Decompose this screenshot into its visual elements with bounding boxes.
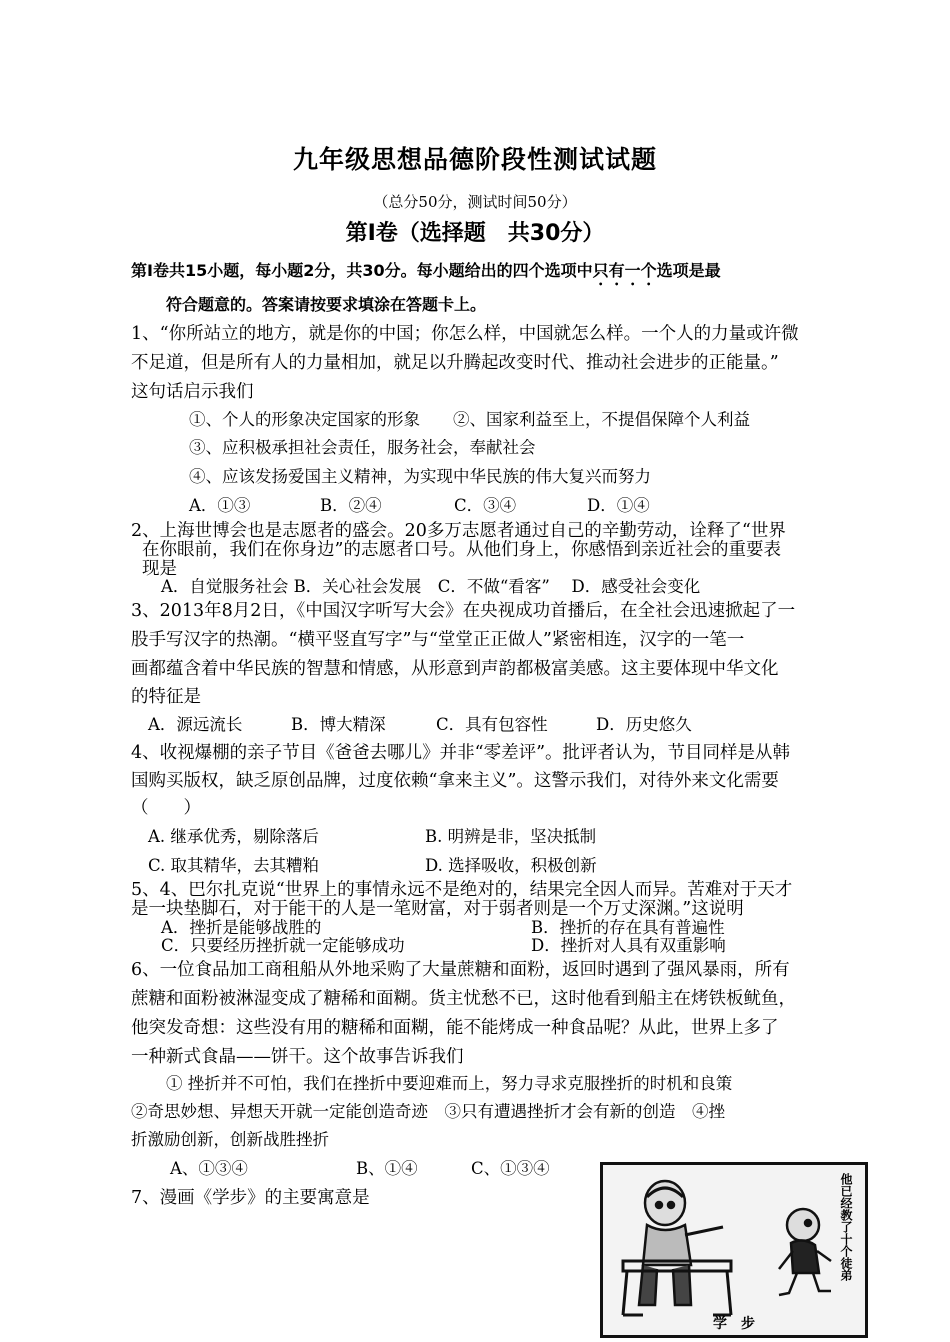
q6-statement-3: 折激励创新，创新战胜挫折 <box>131 1130 329 1149</box>
q3-line-3: 画都蕴含着中华民族的智慧和情感，从形意到声韵都极富美感。这主要体现中华文化 <box>131 659 779 679</box>
q6-options <box>170 1155 600 1177</box>
q7-line: 7、漫画《学步》的主要寓意是 <box>131 1188 370 1208</box>
q6-line-2: 蔗糖和面粉被淋湿变成了糖稀和面糊。货主忧愁不已，这时他看到船主在烤铁板鱿鱼， <box>131 989 796 1009</box>
q6-line-4: 一种新式食晶——饼干。这个故事告诉我们 <box>131 1047 464 1067</box>
q1-line-1: 1、“你所站立的地方，就是你的中国；你怎么样，中国就怎么样。一个人的力量或许微 <box>131 324 799 344</box>
q3-line-4: 的特征是 <box>131 687 201 707</box>
q1-statement-3: ③、应积极承担社会责任，服务社会，奉献社会 <box>189 438 536 457</box>
q3-options <box>148 711 748 733</box>
q3-option-b[interactable]: B．博大精深 <box>291 715 386 734</box>
q1-options <box>189 492 689 514</box>
q3-option-d[interactable]: D．历史悠久 <box>596 715 692 734</box>
q5-option-c[interactable]: C．只要经历挫折就一定能够成功 <box>161 936 405 955</box>
q5-line-2: 是一块垫脚石，对于能干的人是一笔财富，对于弱者则是一个万丈深渊。”这说明 <box>131 899 744 919</box>
q6-line-1: 6、一位食品加工商租船从外地采购了大量蔗糖和面粉，返回时遇到了强风暴雨，所有 <box>131 960 790 980</box>
q4-line-3: （ ） <box>131 798 201 818</box>
comic-drawing <box>603 1165 865 1335</box>
teacher-figure <box>639 1181 723 1305</box>
exam-info: （总分50分，测试时间50分） <box>373 193 577 211</box>
q1-option-a[interactable]: A．①③ <box>189 496 251 515</box>
instruction-emphasis: 只有一个 <box>592 261 657 280</box>
comic-xuebu <box>600 1162 868 1338</box>
q6-option-a[interactable]: A、①③④ <box>170 1159 248 1178</box>
q5-option-b[interactable]: B．挫折的存在具有普遍性 <box>531 918 725 937</box>
q1-option-d[interactable]: D．①④ <box>587 496 650 515</box>
page-title: 九年级思想品德阶段性测试试题 <box>292 145 657 174</box>
q6-line-3: 他突发奇想：这些没有用的糖稀和面糊，能不能烤成一种食品呢？从此，世界上多了 <box>131 1018 779 1038</box>
child-figure <box>779 1209 831 1295</box>
q2-line-2: 在你眼前，我们在你身边”的志愿者口号。从他们身上，你感悟到亲近社会的重要表 <box>142 540 781 560</box>
q1-option-b[interactable]: B．②④ <box>320 496 382 515</box>
q3-option-c[interactable]: C．具有包容性 <box>436 715 548 734</box>
q4-option-d[interactable]: D. 选择吸收，积极创新 <box>425 856 597 875</box>
q3-option-a[interactable]: A．源远流长 <box>148 715 243 734</box>
q5-line-1: 5、4、巴尔扎克说“世界上的事情永远不是绝对的，结果完全因人而异。苦难对于天才 <box>131 880 793 900</box>
q6-option-b[interactable]: B、①④ <box>356 1159 418 1178</box>
instruction-line-1 <box>131 258 721 289</box>
q4-option-c[interactable]: C. 取其精华，去其糟粕 <box>148 856 320 875</box>
q4-option-b[interactable]: B. 明辨是非，坚决抵制 <box>425 827 597 846</box>
comic-caption-vertical: 他已经教了十个徒弟 <box>839 1173 853 1281</box>
q4-option-a[interactable]: A. 继承优秀，剔除落后 <box>148 827 319 846</box>
q6-statement-1: ① 挫折并不可怕，我们在挫折中要迎难而上，努力寻求克服挫折的时机和良策 <box>166 1074 733 1093</box>
q5-option-d[interactable]: D．挫折对人具有双重影响 <box>531 936 726 955</box>
q1-line-2: 不足道，但是所有人的力量相加，就足以升腾起改变时代、推动社会进步的正能量。” <box>131 353 779 373</box>
q3-line-2: 股手写汉字的热潮。“横平竖直写字”与“堂堂正正做人”紧密相连，汉字的一笔一 <box>131 630 745 650</box>
q5-option-a[interactable]: A．挫折是能够战胜的 <box>161 918 322 937</box>
q4-line-2: 国购买版权，缺乏原创品牌，过度依赖“拿来主义”。这警示我们，对待外来文化需要 <box>131 771 779 791</box>
q2-line-3: 现是 <box>142 559 177 579</box>
q2-line-1: 2、上海世博会也是志愿者的盛会。20多万志愿者通过自己的辛勤劳动，诠释了“世界 <box>131 521 786 541</box>
instruction-part-a: 第Ⅰ卷共15小题，每小题2分，共30分。每小题给出的四个选项中 <box>131 261 593 280</box>
comic-title: 学 步 <box>713 1316 755 1332</box>
section-heading: 第Ⅰ卷（选择题 共30分） <box>345 221 605 246</box>
q6-option-c[interactable]: C、①③④ <box>471 1159 550 1178</box>
instruction-line-2: 符合题意的。答案请按要求填涂在答题卡上。 <box>166 295 487 314</box>
q1-statement-1: ①、个人的形象决定国家的形象 ②、国家利益至上，不提倡保障个人利益 <box>189 410 750 429</box>
q6-statement-2: ②奇思妙想、异想天开就一定能创造奇迹 ③只有遭遇挫折才会有新的创造 ④挫 <box>131 1102 725 1121</box>
q4-line-1: 4、收视爆棚的亲子节目《爸爸去哪儿》并非“零差评”。批评者认为，节目同样是从韩 <box>131 743 791 763</box>
q1-line-3: 这句话启示我们 <box>131 382 254 402</box>
q1-statement-4: ④、应该发扬爱国主义精神，为实现中华民族的伟大复兴而努力 <box>189 467 651 486</box>
instruction-part-c: 选项是最 <box>656 261 721 280</box>
q1-option-c[interactable]: C．③④ <box>454 496 517 515</box>
q3-line-1: 3、2013年8月2日，《中国汉字听写大会》在央视成功首播后，在全社会迅速掀起了一 <box>131 601 796 621</box>
q2-options[interactable]: A．自觉服务社会 B．关心社会发展 C．不做“看客” D．感受社会变化 <box>161 577 701 596</box>
